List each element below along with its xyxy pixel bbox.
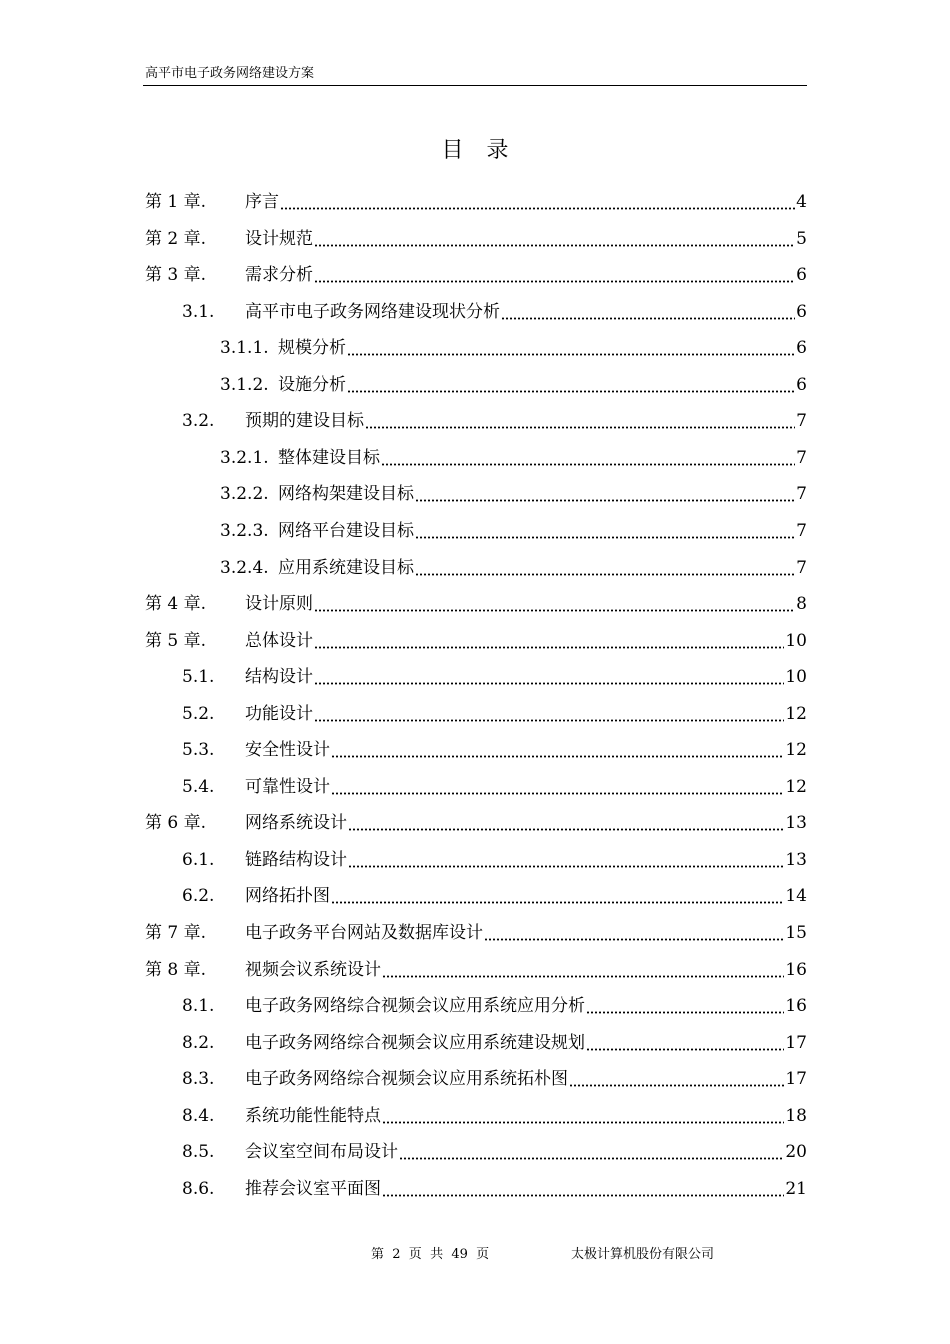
toc-entry-label: 设计规范	[245, 229, 313, 249]
toc-entry-label: 链路结构设计	[245, 850, 347, 870]
toc-entry[interactable]	[182, 1064, 807, 1090]
toc-entry-label: 网络构架建设目标	[278, 484, 414, 504]
toc-entry-page: 6	[796, 302, 807, 322]
toc-dot-leader	[484, 923, 784, 941]
toc-entry-page: 12	[785, 777, 807, 797]
toc-entry[interactable]	[182, 1028, 807, 1054]
toc-dot-leader	[314, 704, 784, 722]
running-header: 高平市电子政务网络建设方案	[145, 66, 315, 81]
toc-entry-number: 5.4.	[182, 777, 215, 797]
toc-entry[interactable]	[145, 260, 807, 286]
toc-entry-number: 3.1.	[182, 302, 215, 322]
toc-entry[interactable]	[182, 991, 807, 1017]
toc-entry-page: 7	[796, 484, 807, 504]
toc-entry-number: 6.2.	[182, 886, 215, 906]
toc-entry-label: 网络拓扑图	[245, 886, 330, 906]
toc-entry-page: 5	[796, 229, 807, 249]
toc-entry-label: 功能设计	[245, 704, 313, 724]
toc-dot-leader	[399, 1142, 784, 1160]
toc-entry-number: 5.2.	[182, 704, 215, 724]
toc-entry-number: 第 2 章.	[145, 229, 207, 249]
toc-entry[interactable]	[182, 699, 807, 725]
toc-entry-page: 8	[796, 594, 807, 614]
toc-dot-leader	[415, 558, 795, 576]
toc-entry-number: 8.1.	[182, 996, 215, 1016]
toc-dot-leader	[586, 996, 784, 1014]
toc-dot-leader	[314, 265, 795, 283]
toc-dot-leader	[347, 375, 795, 393]
toc-entry-page: 14	[785, 886, 807, 906]
toc-entry-page: 6	[796, 375, 807, 395]
toc-entry-number: 3.1.2.	[220, 375, 269, 395]
header-rule	[143, 85, 807, 86]
toc-dot-leader	[365, 411, 795, 429]
toc-entry-label: 会议室空间布局设计	[245, 1142, 398, 1162]
toc-entry[interactable]	[220, 553, 807, 579]
toc-entry[interactable]	[182, 735, 807, 761]
toc-entry-label: 设施分析	[278, 375, 346, 395]
toc-entry-number: 第 1 章.	[145, 192, 207, 212]
toc-entry[interactable]	[182, 1174, 807, 1200]
toc-entry-number: 第 6 章.	[145, 813, 207, 833]
toc-entry-page: 17	[785, 1033, 807, 1053]
toc-dot-leader	[331, 740, 784, 758]
toc-entry-page: 15	[785, 923, 807, 943]
toc-entry[interactable]	[182, 772, 807, 798]
toc-entry-label: 结构设计	[245, 667, 313, 687]
toc-entry-page: 12	[785, 740, 807, 760]
toc-entry-number: 3.2.2.	[220, 484, 269, 504]
toc-entry[interactable]	[145, 918, 807, 944]
toc-dot-leader	[348, 850, 784, 868]
toc-entry-label: 需求分析	[245, 265, 313, 285]
toc-dot-leader	[501, 302, 795, 320]
toc-dot-leader	[381, 448, 795, 466]
toc-entry[interactable]	[145, 187, 807, 213]
toc-entry-label: 预期的建设目标	[245, 411, 364, 431]
toc-entry-number: 第 7 章.	[145, 923, 207, 943]
toc-entry-label: 整体建设目标	[278, 448, 380, 468]
toc-entry-page: 7	[796, 448, 807, 468]
toc-entry-label: 电子政务网络综合视频会议应用系统应用分析	[245, 996, 585, 1016]
toc-entry-number: 8.4.	[182, 1106, 215, 1126]
toc-entry[interactable]	[145, 589, 807, 615]
toc-entry-page: 7	[796, 521, 807, 541]
toc-entry[interactable]	[182, 1137, 807, 1163]
toc-entry-label: 总体设计	[245, 631, 313, 651]
toc-entry-page: 6	[796, 265, 807, 285]
toc-entry-page: 16	[785, 960, 807, 980]
toc-entry-page: 10	[785, 667, 807, 687]
toc-dot-leader	[586, 1033, 784, 1051]
toc-dot-leader	[314, 594, 795, 612]
toc-dot-leader	[347, 338, 795, 356]
toc-entry-label: 网络平台建设目标	[278, 521, 414, 541]
toc-entry[interactable]	[145, 808, 807, 834]
toc-entry-number: 3.2.	[182, 411, 215, 431]
toc-entry-number: 8.6.	[182, 1179, 215, 1199]
toc-entry-number: 5.1.	[182, 667, 215, 687]
toc-entry-number: 5.3.	[182, 740, 215, 760]
toc-entry-label: 推荐会议室平面图	[245, 1179, 381, 1199]
toc-entry-label: 可靠性设计	[245, 777, 330, 797]
footer-company: 太极计算机股份有限公司	[571, 1247, 715, 1262]
toc-title: 目 录	[441, 138, 517, 163]
toc-entry-number: 第 8 章.	[145, 960, 207, 980]
toc-entry-page: 21	[785, 1179, 807, 1199]
toc-dot-leader	[314, 631, 784, 649]
toc-entry[interactable]	[182, 881, 807, 907]
toc-dot-leader	[280, 192, 795, 210]
toc-dot-leader	[331, 886, 784, 904]
toc-entry[interactable]	[220, 516, 807, 542]
toc-dot-leader	[314, 667, 784, 685]
toc-entry-page: 12	[785, 704, 807, 724]
toc-entry-number: 8.5.	[182, 1142, 215, 1162]
toc-entry-label: 安全性设计	[245, 740, 330, 760]
toc-dot-leader	[569, 1069, 784, 1087]
toc-entry-number: 8.3.	[182, 1069, 215, 1089]
toc-entry-number: 3.1.1.	[220, 338, 269, 358]
toc-entry[interactable]	[182, 406, 807, 432]
toc-entry[interactable]	[220, 443, 807, 469]
toc-entry-page: 16	[785, 996, 807, 1016]
toc-entry-label: 电子政务平台网站及数据库设计	[245, 923, 483, 943]
toc-entry-label: 网络系统设计	[245, 813, 347, 833]
toc-entry[interactable]	[220, 479, 807, 505]
toc-dot-leader	[331, 777, 784, 795]
toc-entry-number: 3.2.3.	[220, 521, 269, 541]
toc-entry-page: 17	[785, 1069, 807, 1089]
toc-dot-leader	[382, 960, 784, 978]
footer-page-number: 第 2 页 共 49 页	[371, 1247, 490, 1262]
toc-entry-label: 电子政务网络综合视频会议应用系统建设规划	[245, 1033, 585, 1053]
toc-entry-label: 高平市电子政务网络建设现状分析	[245, 302, 500, 322]
toc-entry-number: 6.1.	[182, 850, 215, 870]
toc-entry-label: 视频会议系统设计	[245, 960, 381, 980]
toc-dot-leader	[382, 1179, 784, 1197]
toc-entry[interactable]	[145, 626, 807, 652]
toc-entry[interactable]	[182, 662, 807, 688]
toc-entry-label: 系统功能性能特点	[245, 1106, 381, 1126]
toc-entry-page: 20	[785, 1142, 807, 1162]
toc-entry-number: 8.2.	[182, 1033, 215, 1053]
toc-dot-leader	[415, 521, 795, 539]
toc-entry[interactable]	[182, 297, 807, 323]
toc-dot-leader	[415, 484, 795, 502]
toc-entry-page: 7	[796, 411, 807, 431]
toc-entry-number: 3.2.1.	[220, 448, 269, 468]
toc-entry-label: 规模分析	[278, 338, 346, 358]
toc-entry-page: 13	[785, 850, 807, 870]
toc-entry-number: 第 4 章.	[145, 594, 207, 614]
toc-entry[interactable]	[220, 370, 807, 396]
toc-entry-label: 设计原则	[245, 594, 313, 614]
toc-entry-number: 第 3 章.	[145, 265, 207, 285]
toc-entry[interactable]	[145, 224, 807, 250]
toc-entry-label: 电子政务网络综合视频会议应用系统拓朴图	[245, 1069, 568, 1089]
toc-entry-page: 10	[785, 631, 807, 651]
toc-dot-leader	[348, 813, 784, 831]
toc-entry-page: 7	[796, 558, 807, 578]
toc-entry-page: 18	[785, 1106, 807, 1126]
toc-entry-label: 应用系统建设目标	[278, 558, 414, 578]
toc-entry-page: 4	[796, 192, 807, 212]
toc-dot-leader	[314, 229, 795, 247]
toc-entry-page: 13	[785, 813, 807, 833]
toc-entry[interactable]	[182, 845, 807, 871]
toc-entry[interactable]	[220, 333, 807, 359]
toc-entry[interactable]	[182, 1101, 807, 1127]
toc-entry-page: 6	[796, 338, 807, 358]
toc-entry-number: 3.2.4.	[220, 558, 269, 578]
toc-dot-leader	[382, 1106, 784, 1124]
toc-entry-number: 第 5 章.	[145, 631, 207, 651]
toc-entry[interactable]	[145, 955, 807, 981]
toc-entry-label: 序言	[245, 192, 279, 212]
